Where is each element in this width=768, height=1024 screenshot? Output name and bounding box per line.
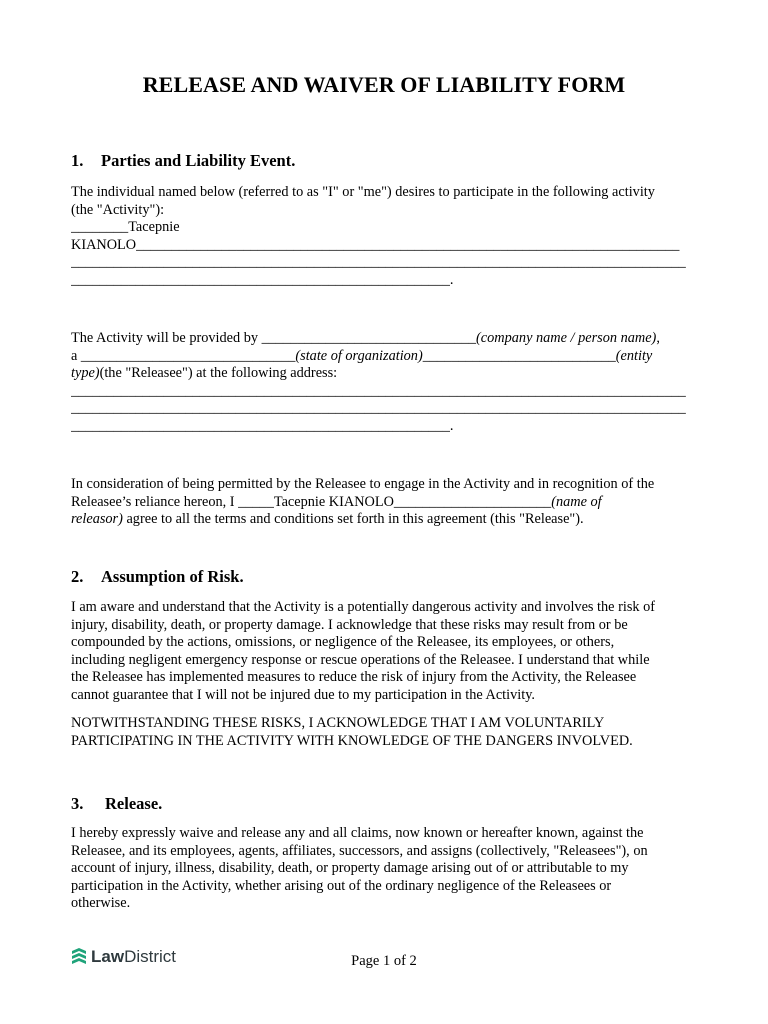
page-number: Page 1 of 2 [351,953,417,969]
releasee-line [71,365,697,383]
activity-line-1: ________Tacepnie [71,219,180,235]
address-line-2: ______________________________________________________________________________________ [71,400,686,416]
logo-text-law: Law [91,947,125,966]
logo-text-district: District [124,947,177,966]
risk-line: including negligent emergency response or rescue operations of the Releasee. I understand that while [71,651,650,668]
org-prefix: a ______________________________ [71,347,296,364]
section-3-title: Release. [105,794,163,813]
provider-suffix: , [656,330,660,346]
releasee-text: (the "Releasee") at the following address: [99,365,338,381]
section-2-title: Assumption of Risk. [101,567,244,586]
release-line: Releasee, and its employees, agents, affiliates, successors, and assigns (collectively, "Releasees"), on [71,842,648,859]
name-of-hint: (name of [551,493,602,510]
acknowledgement-line: NOTWITHSTANDING THESE RISKS, I ACKNOWLEDGE THAT I AM VOLUNTARILY [71,715,605,731]
document-title: RELEASE AND WAIVER OF LIABILITY FORM [142,72,626,97]
provider-prefix: The Activity will be provided by ______________________________ [71,330,477,346]
provider-block [71,330,697,435]
consideration-suffix: agree to all the terms and conditions set forth in this agreement (this "Release"). [122,511,584,527]
risk-line: injury, disability, death, or property damage. I acknowledge that these risks may result from or be [71,616,628,633]
org-entity-type-hint: type) [71,365,100,381]
org-blank: ___________________________ [422,347,616,364]
release-line: account of injury, illness, disability, death, or property damage arising out of or attributable to my [71,860,629,876]
consideration-paragraph [71,476,697,529]
section-3-heading [71,794,162,814]
intro-line-1: The individual named below (referred to as "I" or "me") desires to participate in the following activity [71,184,655,200]
section-2-heading [71,567,244,587]
section-1-number: 1. [71,151,84,170]
section-3-number: 3. [71,794,84,813]
org-state-hint: (state of organization) [295,347,423,364]
section-1-title: Parties and Liability Event. [101,151,296,170]
activity-line-3: ______________________________________________________________________________________ [71,254,686,270]
consideration-releasor: Releasee’s reliance hereon, I _____Tacepnie KIANOLO______________________ [71,493,552,510]
release-line: participation in the Activity, whether arising out of the ordinary negligence of the Releasees or [71,877,612,894]
address-line-1: ______________________________________________________________________________________ [71,382,686,399]
organization-line [71,348,697,366]
risk-line: the Releasee has implemented measures to reduce the risk of injury from the Activity, the Releasee [71,669,637,685]
risk-line: cannot guarantee that I will not be injured due to my participation in the Activity. [71,686,535,703]
section-2-number: 2. [71,567,84,586]
section-1-intro [71,184,697,289]
release-line: otherwise. [71,895,131,911]
consideration-line-2 [71,494,697,512]
releasor-hint: releasor) [71,511,123,527]
acknowledgement-line: PARTICIPATING IN THE ACTIVITY WITH KNOWLEDGE OF THE DANGERS INVOLVED. [71,732,633,749]
acknowledgement-paragraph [71,715,697,750]
provider-company-hint: (company name / person name) [476,330,657,346]
release-paragraph [71,825,697,913]
intro-line-2: (the "Activity"): [71,201,165,218]
risk-line: compounded by the actions, omissions, or negligence of the Releasee, its employees, or others, [71,634,615,650]
address-line-3: _____________________________________________________. [71,417,454,434]
release-line: I hereby expressly waive and release any and all claims, now known or hereafter known, against the [71,825,644,841]
consideration-line-1: In consideration of being permitted by the Releasee to engage in the Activity and in recognition of the [71,476,655,492]
risk-paragraph [71,599,697,704]
provider-line [71,330,697,348]
activity-line-4: _____________________________________________________. [71,271,454,288]
activity-line-2: KIANOLO____________________________________________________________________________ [71,236,680,253]
risk-line: I am aware and understand that the Activity is a potentially dangerous activity and involves the risk of [71,599,656,615]
section-1-heading [71,151,295,171]
consideration-line-3 [71,511,697,529]
org-entity-hint: (entity [615,347,653,364]
